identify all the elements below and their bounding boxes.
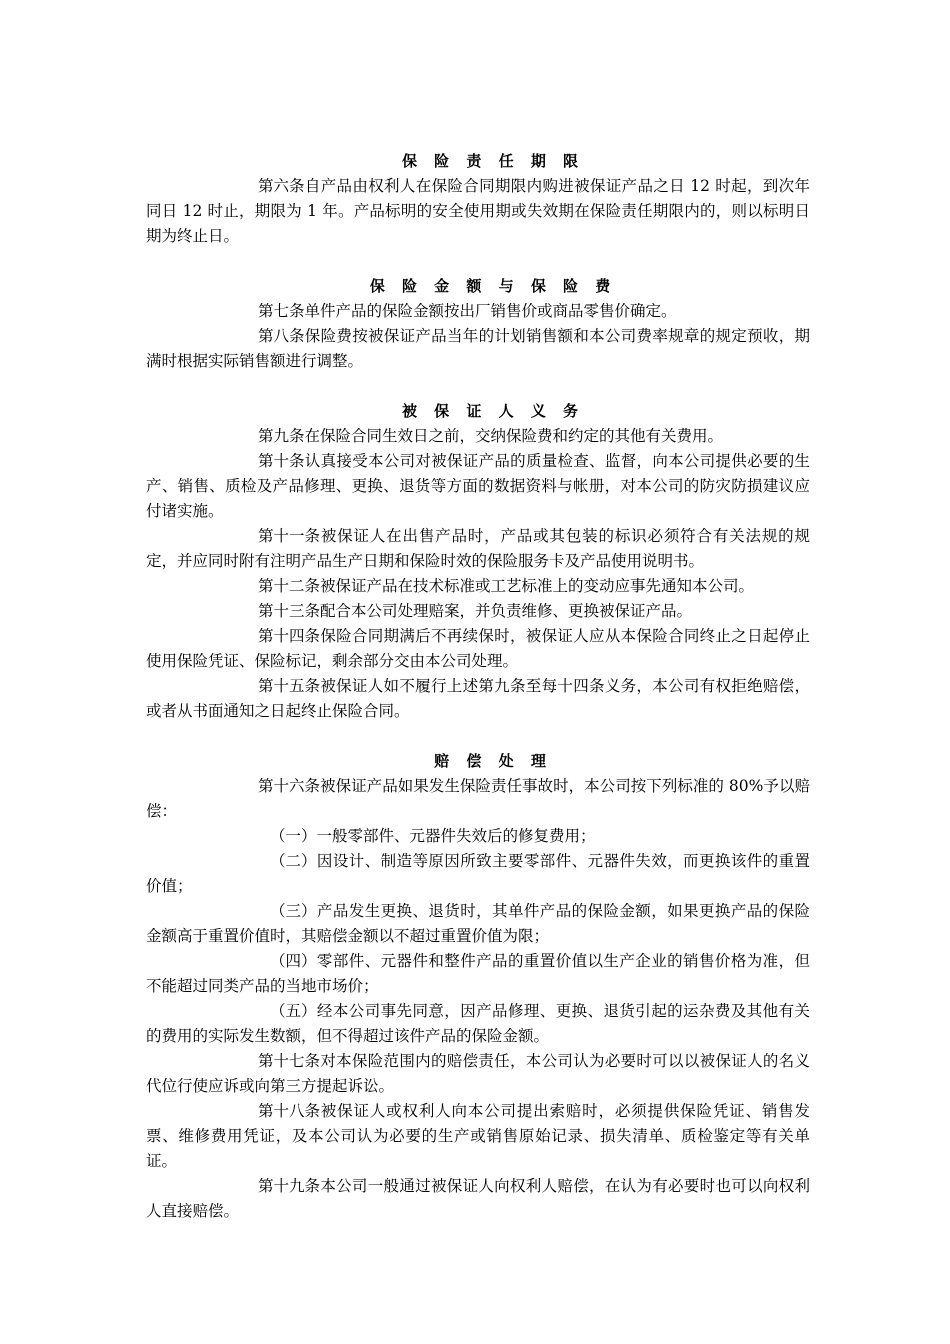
article-text: 被保证产品在技术标准或工艺标准上的变动应事先通知本公司。 <box>320 577 755 595</box>
article-text: 自产品由权利人在保险合同期限内购进被保证产品之日 12 时起，到次年同日 12 时止，期限为 1 年。产品标明的安全使用期或失效期在保险责任期限内的，则以标明日期为终止日。 <box>146 177 810 245</box>
article-paragraph <box>146 574 810 599</box>
sub-clause <box>146 899 810 949</box>
article-number: 第十八条 <box>258 1102 321 1120</box>
article-paragraph <box>146 424 810 449</box>
section-guarantor-obligations <box>146 398 810 724</box>
sub-clause <box>146 999 810 1049</box>
article-paragraph <box>146 1049 810 1099</box>
article-number: 第十四条 <box>258 627 321 645</box>
article-number: 第九条 <box>258 427 305 445</box>
article-paragraph <box>146 1099 810 1174</box>
article-paragraph <box>146 524 810 574</box>
article-text: 被保证人如不履行上述第九条至每十四条义务，本公司有权拒绝赔偿，或者从书面通知之日起终止保险合同。 <box>146 677 810 720</box>
article-text: 被保证人在出售产品时，产品或其包装的标识必须符合有关法规的规定，并应同时附有注明产品生产日期和保险时效的保险服务卡及产品使用说明书。 <box>146 527 810 570</box>
article-text: 保险费按被保证产品当年的计划销售额和本公司费率规章的规定预收，期满时根据实际销售额进行调整。 <box>146 327 810 370</box>
article-paragraph <box>146 674 810 724</box>
article-number: 第十条 <box>258 452 305 470</box>
article-text: 配合本公司处理赔案，并负责维修、更换被保证产品。 <box>320 602 693 620</box>
article-text: 单件产品的保险金额按出厂销售价或商品零售价确定。 <box>304 302 677 320</box>
article-paragraph <box>146 324 810 374</box>
sub-clause-number: （四） <box>270 952 317 970</box>
article-number: 第十二条 <box>258 577 321 595</box>
article-number: 第十三条 <box>258 602 321 620</box>
section-liability-period <box>146 148 810 249</box>
article-paragraph <box>146 449 810 524</box>
article-number: 第十七条 <box>258 1052 321 1070</box>
article-number: 第十九条 <box>258 1177 321 1195</box>
article-text: 本公司一般通过被保证人向权利人赔偿，在认为有必要时也可以向权利人直接赔偿。 <box>146 1177 810 1220</box>
article-text: 保险合同期满后不再续保时，被保证人应从本保险合同终止之日起停止使用保险凭证、保险标记，剩余部分交由本公司处理。 <box>146 627 810 670</box>
article-number: 第八条 <box>258 327 305 345</box>
article-number: 第十一条 <box>258 527 321 545</box>
section-heading: 保 险 金 额 与 保 险 费 <box>369 277 617 295</box>
article-paragraph <box>146 624 810 674</box>
section-heading: 赔 偿 处 理 <box>434 752 552 770</box>
sub-clause <box>146 949 810 999</box>
article-number: 第十五条 <box>258 677 321 695</box>
sub-clause <box>146 849 810 899</box>
article-text: 对本保险范围内的赔偿责任，本公司认为必要时可以以被保证人的名义代位行使应诉或向第三方提起诉讼。 <box>146 1052 810 1095</box>
section-claims-handling <box>146 748 810 1224</box>
article-paragraph <box>146 174 810 249</box>
sub-clause-text: 一般零部件、元器件失效后的修复费用； <box>316 827 596 845</box>
article-paragraph <box>146 1174 810 1224</box>
sub-clause <box>146 824 810 849</box>
sub-clause-number: （五） <box>270 1002 317 1020</box>
article-text: 在保险合同生效日之前，交纳保险费和约定的其他有关费用。 <box>304 427 724 445</box>
section-heading: 保 险 责 任 期 限 <box>401 152 585 170</box>
sub-clause-number: （三） <box>270 902 317 920</box>
article-paragraph <box>146 774 810 824</box>
sub-clause-text: 零部件、元器件和整件产品的重置价值以生产企业的销售价格为准，但不能超过同类产品的当地市场价； <box>146 952 810 995</box>
section-sum-insured-premium <box>146 273 810 374</box>
article-text: 被保证产品如果发生保险责任事故时，本公司按下列标准的 80%予以赔偿： <box>146 777 810 820</box>
sub-clause-text: 产品发生更换、退货时，其单件产品的保险金额，如果更换产品的保险金额高于重置价值时，其赔偿金额以不超过重置价值为限； <box>146 902 810 945</box>
article-text: 认真接受本公司对被保证产品的质量检查、监督，向本公司提供必要的生产、销售、质检及产品修理、更换、退货等方面的数据资料与帐册，对本公司的防灾防损建议应付诸实施。 <box>146 452 810 520</box>
article-number: 第七条 <box>258 302 305 320</box>
article-paragraph <box>146 299 810 324</box>
sub-clause-text: 经本公司事先同意，因产品修理、更换、退货引起的运杂费及其他有关的费用的实际发生数额，但不得超过该件产品的保险金额。 <box>146 1002 810 1045</box>
section-heading: 被 保 证 人 义 务 <box>401 402 585 420</box>
article-number: 第六条 <box>258 177 305 195</box>
article-text: 被保证人或权利人向本公司提出索赔时，必须提供保险凭证、销售发票、维修费用凭证，及本公司认为必要的生产或销售原始记录、损失清单、质检鉴定等有关单证。 <box>146 1102 810 1170</box>
sub-clause-number: （二） <box>270 852 317 870</box>
sub-clause-number: （一） <box>270 827 317 845</box>
article-paragraph <box>146 599 810 624</box>
article-number: 第十六条 <box>258 777 321 795</box>
sub-clause-text: 因设计、制造等原因所致主要零部件、元器件失效，而更换该件的重置价值； <box>146 852 810 895</box>
